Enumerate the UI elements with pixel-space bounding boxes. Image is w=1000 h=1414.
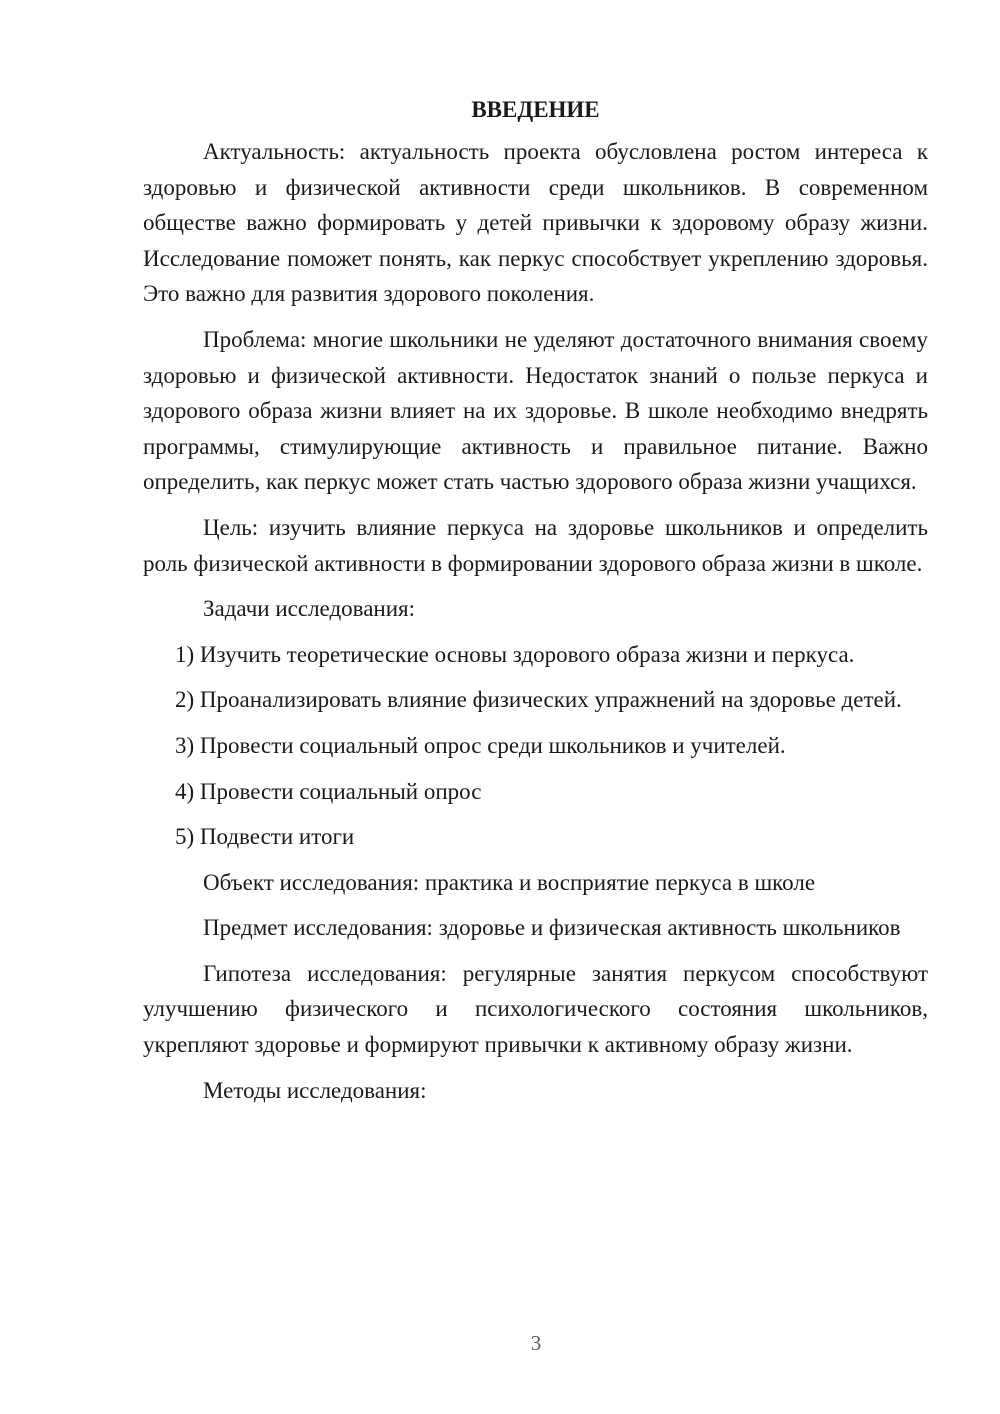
hypothesis-paragraph: Гипотеза исследования: регулярные занятия перкусом способствуют улучшению физического и психологического состояния школьников, укрепляют здоровье и формируют привычки к активному образу жизни.: [143, 960, 928, 1058]
task-item-2: 2) Проанализировать влияние физических упражнений на здоровье детей.: [175, 687, 902, 713]
object-paragraph: Объект исследования: практика и восприятие перкуса в школе: [203, 869, 816, 895]
methods-paragraph: Методы исследования:: [203, 1077, 427, 1103]
tasks-heading: Задачи исследования:: [203, 596, 416, 622]
task-item-1: 1) Изучить теоретические основы здорового образа жизни и перкуса.: [175, 641, 855, 667]
page-number: 3: [530, 1331, 542, 1355]
task-item-4: 4) Провести социальный опрос: [175, 778, 482, 804]
section-heading: ВВЕДЕНИЕ: [471, 97, 600, 122]
goal-paragraph: Цель: изучить влияние перкуса на здоровье школьников и определить роль физической активности в формировании здорового образа жизни в школе.: [143, 514, 928, 576]
problem-paragraph: Проблема: многие школьники не уделяют достаточного внимания своему здоровью и физической активности. Недостаток знаний о пользе перкуса и здорового образа жизни влияет на их здоровье. В школе необходимо внедрять программы, стимулирующие активность и правильное питание. Важно определить, как перкус может стать частью здорового образа жизни учащихся.: [143, 326, 928, 495]
task-item-5: 5) Подвести итоги: [175, 824, 355, 850]
subject-paragraph: Предмет исследования: здоровье и физическая активность школьников: [203, 915, 901, 941]
task-item-3: 3) Провести социальный опрос среди школьников и учителей.: [175, 732, 786, 758]
document-body: [143, 95, 928, 1118]
relevance-paragraph: Актуальность: актуальность проекта обусловлена ростом интереса к здоровью и физической активности среди школьников. В современном обществе важно формировать у детей привычки к здоровому образу жизни. Исследование поможет понять, как перкус способствует укреплению здоровья. Это важно для развития здорового поколения.: [143, 139, 928, 307]
